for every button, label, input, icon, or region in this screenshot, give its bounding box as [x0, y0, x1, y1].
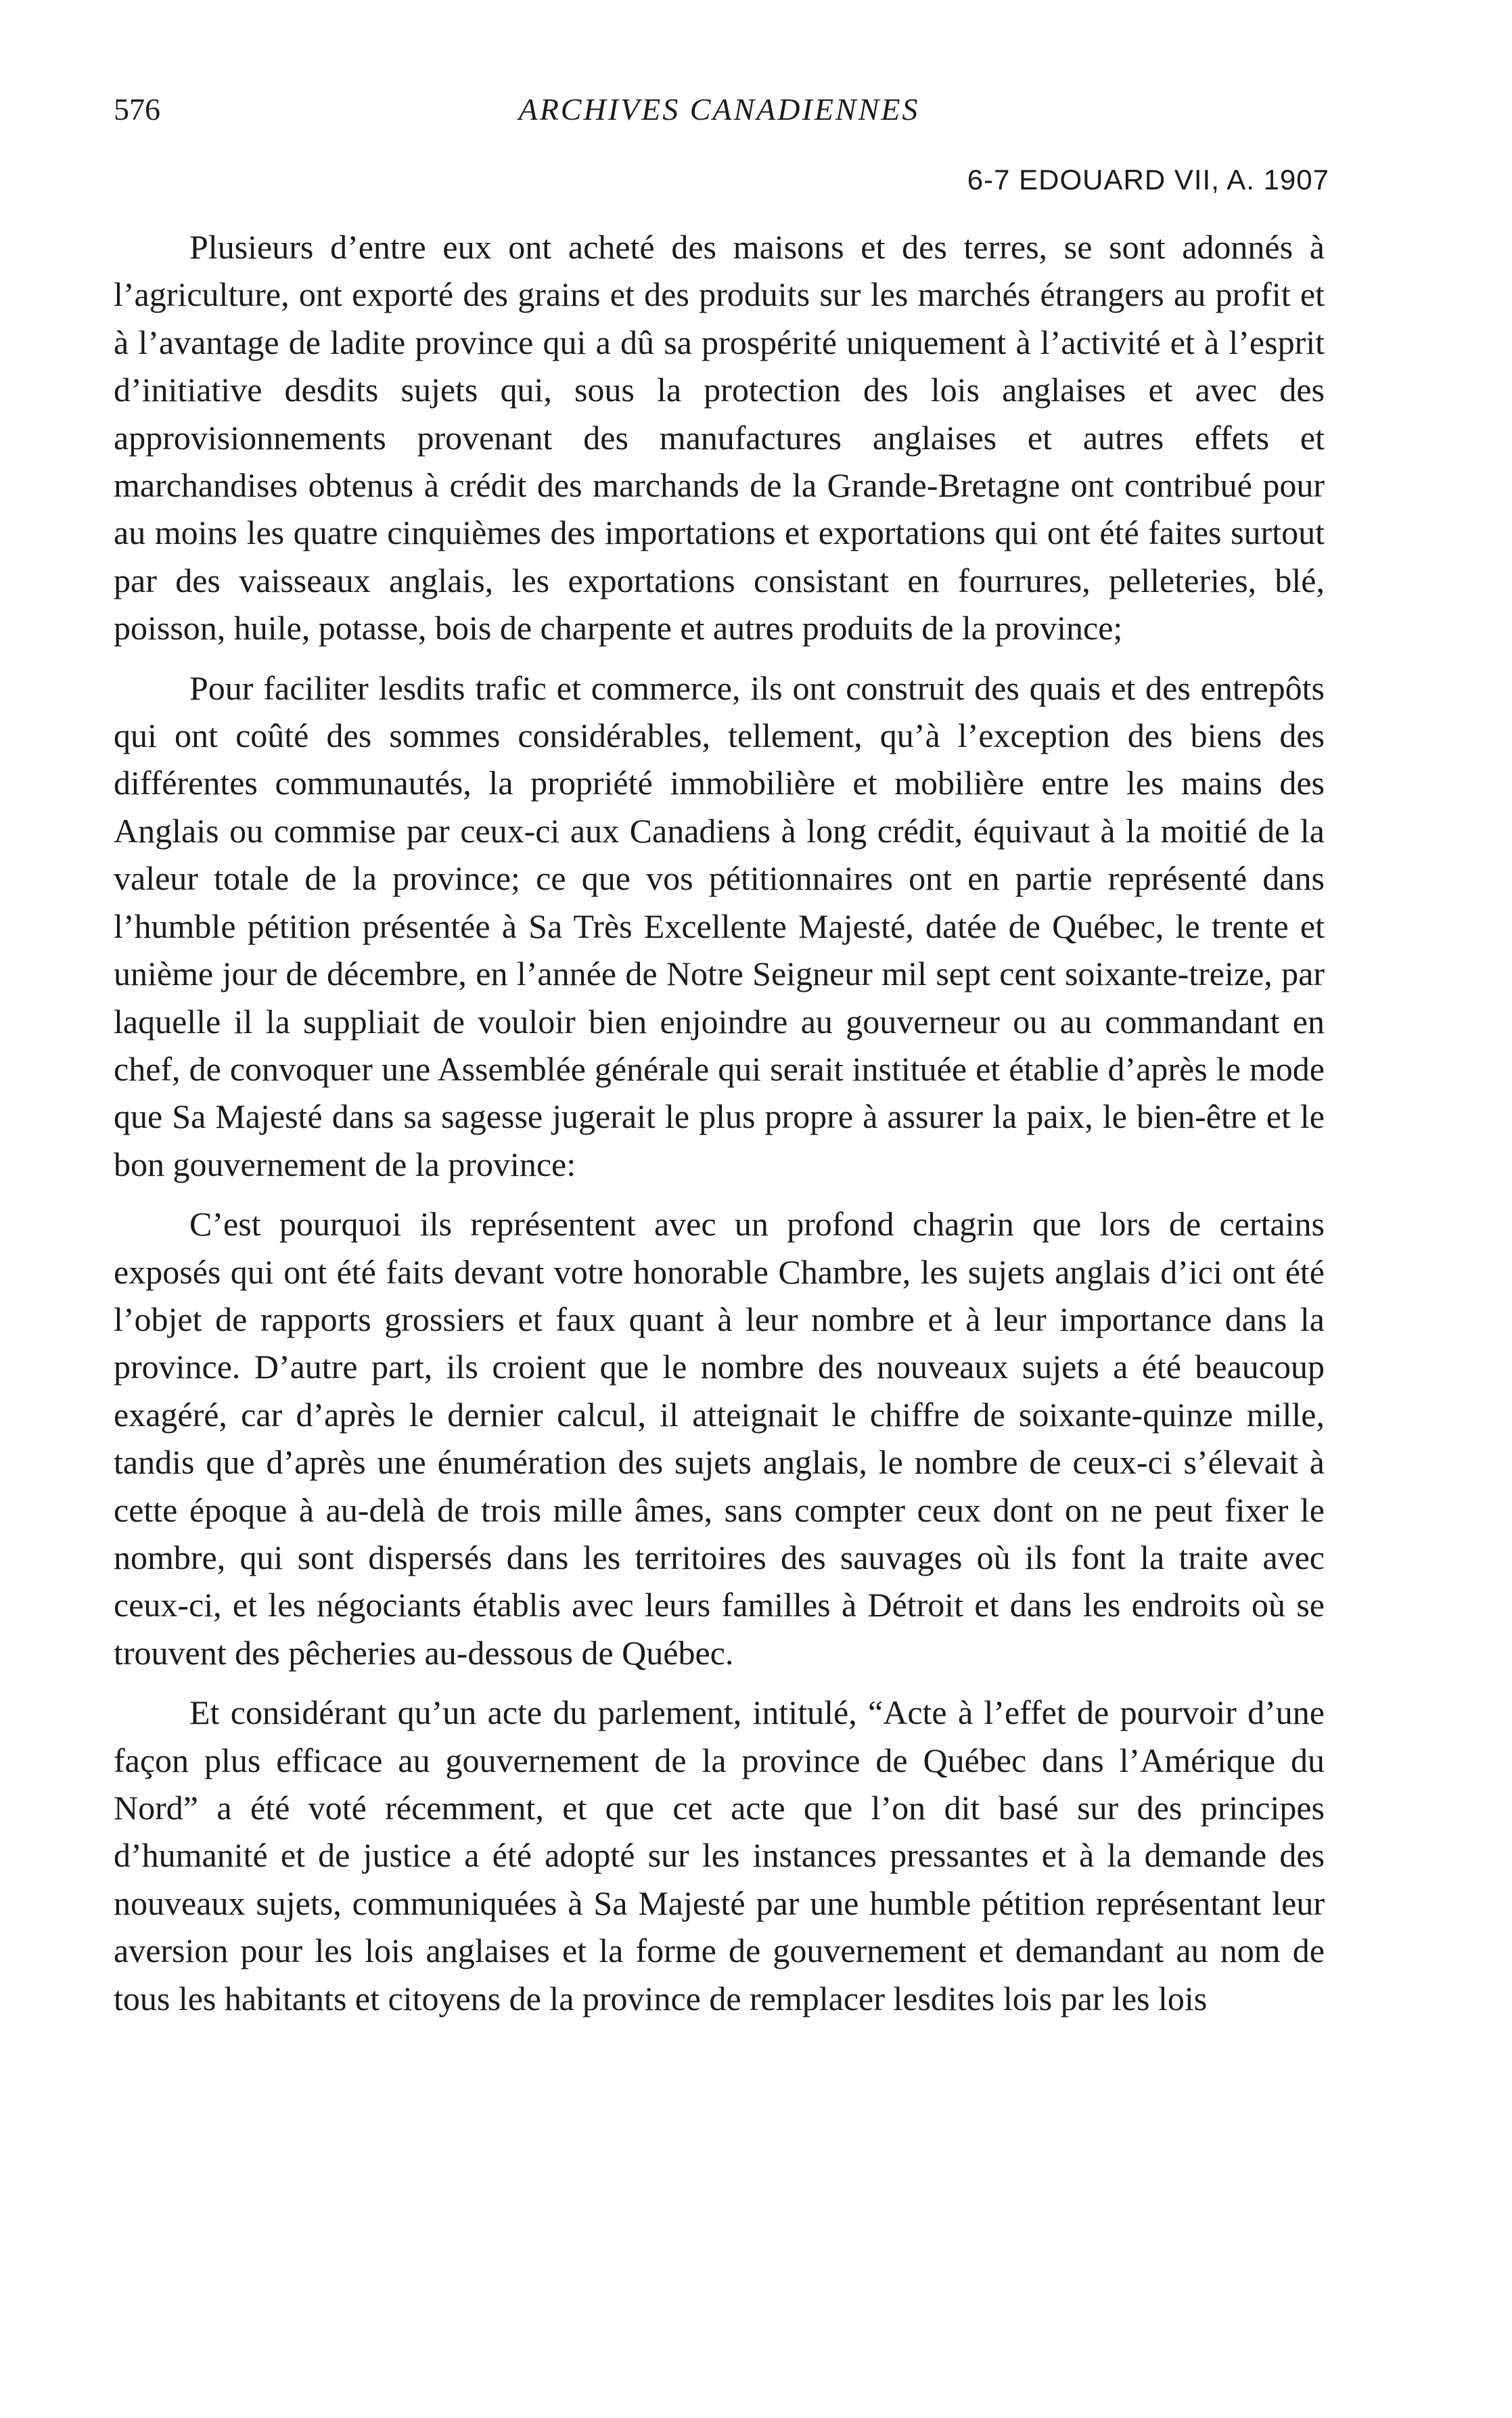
paragraph: Plusieurs d’entre eux ont acheté des maisons et des terres, se sont adonnés à l’agriculture, ont exporté des grains et des produits sur les marchés étrangers au profit et à l’avantage de ladite province qui a dû sa prospérité uniquement à l’activité et à l’esprit d’initiative desdits sujets qui, sous la protection des lois anglaises et avec des approvisionnements provenant des manufactures anglaises et autres effets et marchandises obtenus à crédit des marchands de la Grande-Bretagne ont contribué pour au moins les quatre cinquièmes des importations et exportations qui ont été faites surtout par des vaisseaux anglais, les exportations consistant en fourrures, pelleteries, blé, poisson, huile, potasse, bois de charpente et autres produits de la province; [114, 228, 1325, 647]
paragraph: C’est pourquoi ils représentent avec un profond chagrin que lors de certains exposés qui ont été faits devant votre honorable Chambre, les sujets anglais d’ici ont été l’objet de rapports grossiers et faux quant à leur nombre et à leur importance dans la province. D’autre part, ils croient que le nombre des nouveaux sujets a été beaucoup exagéré, car d’après le dernier calcul, il atteignait le chiffre de soixante-quinze mille, tandis que d’après une énumération des sujets anglais, le nombre de ceux-ci s’élevait à cette époque à au-delà de trois mille âmes, sans compter ceux dont on ne peut fixer le nombre, qui sont dispersés dans les territoires des sauvages où ils font la traite avec ceux-ci, et les négociants établis avec leurs familles à Détroit et dans les endroits où se trouvent des pêcheries au-dessous de Québec. [114, 1205, 1325, 1672]
paragraph: Pour faciliter lesdits trafic et commerce, ils ont construit des quais et des entrepôts qui ont coûté des sommes considérables, tellement, qu’à l’exception des biens des différentes communautés, la propriété immobilière et mobilière entre les mains des Anglais ou commise par ceux-ci aux Canadiens à long crédit, équivaut à la moitié de la valeur totale de la province; ce que vos pétitionnaires ont en partie représenté dans l’humble pétition présentée à Sa Très Excellente Majesté, datée de Québec, le trente et unième jour de décembre, en l’année de Notre Seigneur mil sept cent soixante-treize, par laquelle il la suppliait de vouloir bien enjoindre au gouverneur ou au commandant en chef, de convoquer une Assemblée générale qui serait instituée et établie d’après le mode que Sa Majesté dans sa sagesse jugerait le plus propre à assurer la paix, le bien-être et le bon gouvernement de la province: [114, 668, 1325, 1183]
body-text [114, 223, 1325, 2034]
page-header [114, 89, 1325, 130]
page-number: 576 [114, 92, 160, 127]
paragraph: Et considérant qu’un acte du parlement, intitulé, “Acte à l’effet de pourvoir d’une façon plus efficace au gouvernement de la province de Québec dans l’Amérique du Nord” a été voté récemment, et que cet acte que l’on dit basé sur des principes d’humanité et de justice a été adopté sur les instances pressantes et à la demande des nouveaux sujets, communiquées à Sa Majesté par une humble pétition représentant leur aversion pour les lois anglaises et la forme de gouvernement et demandant au nom de tous les habitants et citoyens de la province de remplacer lesdites lois par les lois [114, 1693, 1325, 2017]
running-title: ARCHIVES CANADIENNES [518, 92, 920, 127]
session-label: 6-7 EDOUARD VII, A. 1907 [967, 164, 1329, 196]
